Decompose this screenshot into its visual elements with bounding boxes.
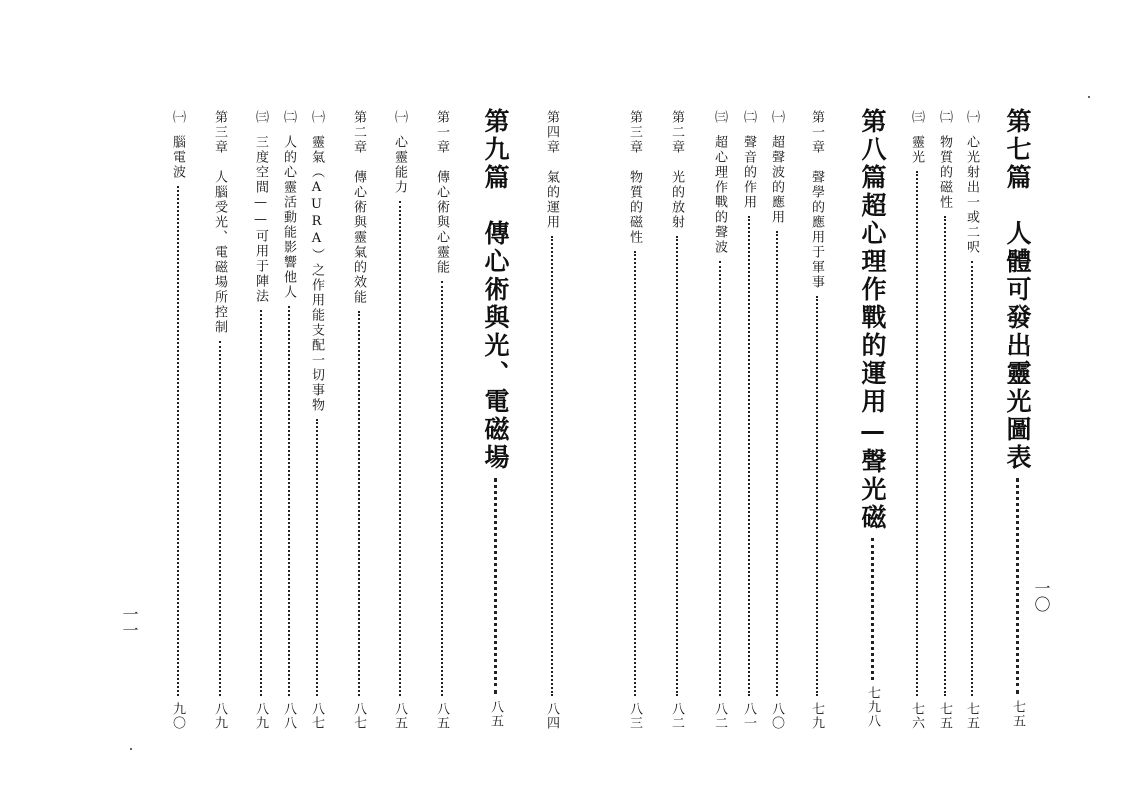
dot-leader [816,296,818,696]
toc-item-marker: ㈠ [392,110,407,125]
toc-page-number: 八〇 [769,702,784,730]
dot-leader [776,231,778,696]
dot-leader [260,310,262,696]
dot-leader [316,419,318,696]
toc-item [282,110,295,730]
toc-item [254,110,267,730]
toc-item-marker: ㈢ [712,110,727,125]
toc-title: 第二章 傳心術與靈氣的效能 [351,110,366,305]
toc-page-number: 八八 [281,702,296,730]
toc-page-number: 七五 [964,702,979,730]
toc-title: 第七篇 人體可發出靈光圖表 [1003,108,1032,472]
dot-leader [871,538,874,680]
dot-leader [494,478,497,694]
toc-title: 三度空間——可用于陣法 [253,135,268,304]
toc-chapter [435,110,448,730]
toc-page-number: 八二 [712,702,727,730]
toc-item-marker: ㈡ [937,110,952,125]
toc-title: 聲音的作用 [741,135,756,210]
toc-item [938,110,951,730]
toc-chapter [352,110,365,730]
toc-page-number: 八七 [351,702,366,730]
toc-page-number: 八三 [627,702,642,730]
toc-part-7 [1005,108,1030,728]
toc-item [965,110,978,730]
toc-part-9 [483,108,508,728]
toc-page-number: 八七 [309,702,324,730]
toc-title: 心光射出一或二呎 [964,135,979,255]
toc-title: 腦電波 [170,135,185,180]
toc-title: 第九篇 傳心術與光、電磁場 [481,108,510,472]
print-speck [130,748,132,750]
toc-chapter [810,110,823,730]
dot-leader [358,311,360,696]
toc-title: 第四章 氣的運用 [544,110,559,230]
toc-chapter [213,110,226,730]
dot-leader [676,236,678,696]
dot-leader [177,186,179,696]
dot-leader [944,216,946,696]
dot-leader [748,216,750,696]
toc-item [171,110,184,730]
toc-page-number: 七六 [909,702,924,730]
print-speck [1088,96,1090,98]
toc-page-number: 八九 [253,702,268,730]
toc-title: 第八篇超心理作戰的運用—聲光磁 [858,108,887,532]
toc-item-marker: ㈢ [253,110,268,125]
toc-item [910,110,923,730]
toc-title: 第一章 傳心術與心靈能 [434,110,449,275]
toc-page-number: 九〇 [170,702,185,730]
toc-item-marker: ㈠ [964,110,979,125]
toc-part-8 [860,108,885,728]
toc-page-number: 八五 [392,702,407,730]
dot-leader [551,236,553,696]
toc-page-number: 八四 [544,702,559,730]
dot-leader [1016,478,1019,694]
dot-leader [634,251,636,696]
dot-leader [971,261,973,696]
toc-chapter [670,110,683,730]
toc-chapter [628,110,641,730]
toc-page-number: 七九八 [865,686,880,728]
toc-page-number: 八九 [212,702,227,730]
toc-title: 超聲波的應用 [769,135,784,225]
toc-item [713,110,726,730]
toc-page-number: 七五 [937,702,952,730]
toc-title: 第一章 聲學的應用于軍事 [809,110,824,290]
toc-page-number: 八一 [741,702,756,730]
dot-leader [441,281,443,696]
page-number-right: 一〇 [1032,580,1051,612]
toc-title: 第三章 物質的磁性 [627,110,642,245]
toc-title: 靈氣（AURA）之作用能支配一切事物 [309,135,324,413]
toc-page-number: 八五 [488,700,503,728]
toc-page-number: 七九 [809,702,824,730]
dot-leader [399,201,401,696]
toc-title: 第三章 人腦受光、電磁場所控制 [212,110,227,335]
toc-item-marker: ㈢ [909,110,924,125]
toc-page-number: 七五 [1010,700,1025,728]
toc-item-marker: ㈡ [741,110,756,125]
toc-item [770,110,783,730]
toc-title: 第二章 光的放射 [669,110,684,230]
toc-chapter [545,110,558,730]
toc-item [742,110,755,730]
dot-leader [219,341,221,696]
dot-leader [916,171,918,696]
toc-item [393,110,406,730]
toc-item-marker: ㈠ [309,110,324,125]
toc-title: 人的心靈活動能影響他人 [281,135,296,300]
toc-item [310,110,323,730]
dot-leader [288,306,290,696]
page-number-left: 一一 [120,606,139,638]
toc-item-marker: ㈠ [769,110,784,125]
toc-title: 物質的磁性 [937,135,952,210]
toc-item-marker: ㈡ [281,110,296,125]
toc-item-marker: ㈠ [170,110,185,125]
toc-page-number: 八二 [669,702,684,730]
toc-title: 靈光 [909,135,924,165]
toc-page-number: 八五 [434,702,449,730]
toc-title: 心靈能力 [392,135,407,195]
dot-leader [719,261,721,696]
toc-title: 超心理作戰的聲波 [712,135,727,255]
